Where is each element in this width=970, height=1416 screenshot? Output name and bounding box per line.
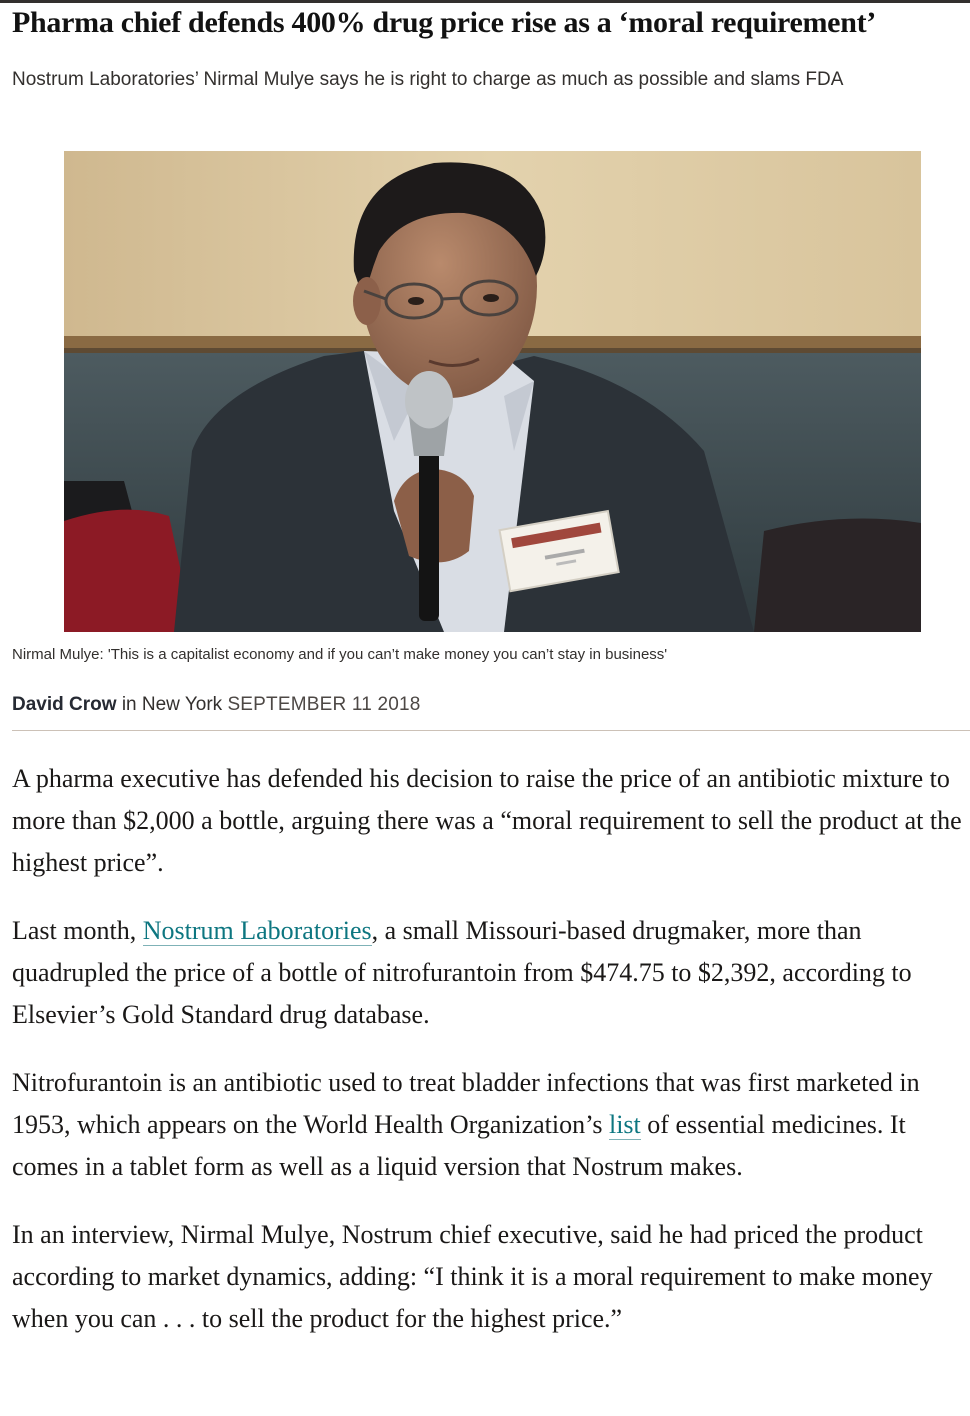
who-list-link[interactable]: list [608, 1110, 641, 1139]
article-body [12, 758, 962, 1366]
paragraph [12, 1214, 962, 1340]
article-photo [64, 151, 921, 632]
paragraph-text: of essential medicines. It comes in a tablet form as well as a liquid version that Nostrum makes. [12, 1110, 906, 1181]
image-caption: Nirmal Mulye: 'This is a capitalist economy and if you can’t make money you can’t stay in business' [12, 646, 668, 663]
paragraph-text: In an interview, Nirmal Mulye, Nostrum chief executive, said he had priced the product according to market dynamics, adding: “I think it is a moral requirement to make money when you can . . . to sell the product for the highest price.” [12, 1220, 933, 1333]
article-headline: Pharma chief defends 400% drug price rise as a ‘moral requirement’ [12, 6, 876, 39]
byline-location: in New York [121, 694, 223, 715]
paragraph-text: Last month, [12, 916, 143, 945]
paragraph-text: A pharma executive has defended his decision to raise the price of an antibiotic mixture to more than $2,000 a bottle, arguing there was a “moral requirement to sell the product at the highest price”. [12, 764, 962, 877]
author-link[interactable]: David Crow [12, 694, 117, 715]
paragraph [12, 758, 962, 884]
paragraph [12, 1062, 962, 1188]
paragraph [12, 910, 962, 1036]
byline-divider [12, 730, 970, 731]
byline [12, 691, 421, 719]
article-standfirst: Nostrum Laboratories’ Nirmal Mulye says he is right to charge as much as possible and slams FDA [12, 69, 844, 90]
paragraph-text: , a small Missouri-based drugmaker, more than quadrupled the price of a bottle of nitrofurantoin from $474.75 to $2,392, according to Elsevier’s Gold Standard drug database. [12, 916, 912, 1029]
paragraph-text: Nitrofurantoin is an antibiotic used to treat bladder infections that was first marketed in 1953, which appears on the World Health Organization’s [12, 1068, 920, 1139]
portrait-illustration [64, 151, 921, 632]
nostrum-laboratories-link[interactable]: Nostrum Laboratories [142, 916, 372, 945]
publish-date: SEPTEMBER 11 2018 [227, 694, 421, 715]
